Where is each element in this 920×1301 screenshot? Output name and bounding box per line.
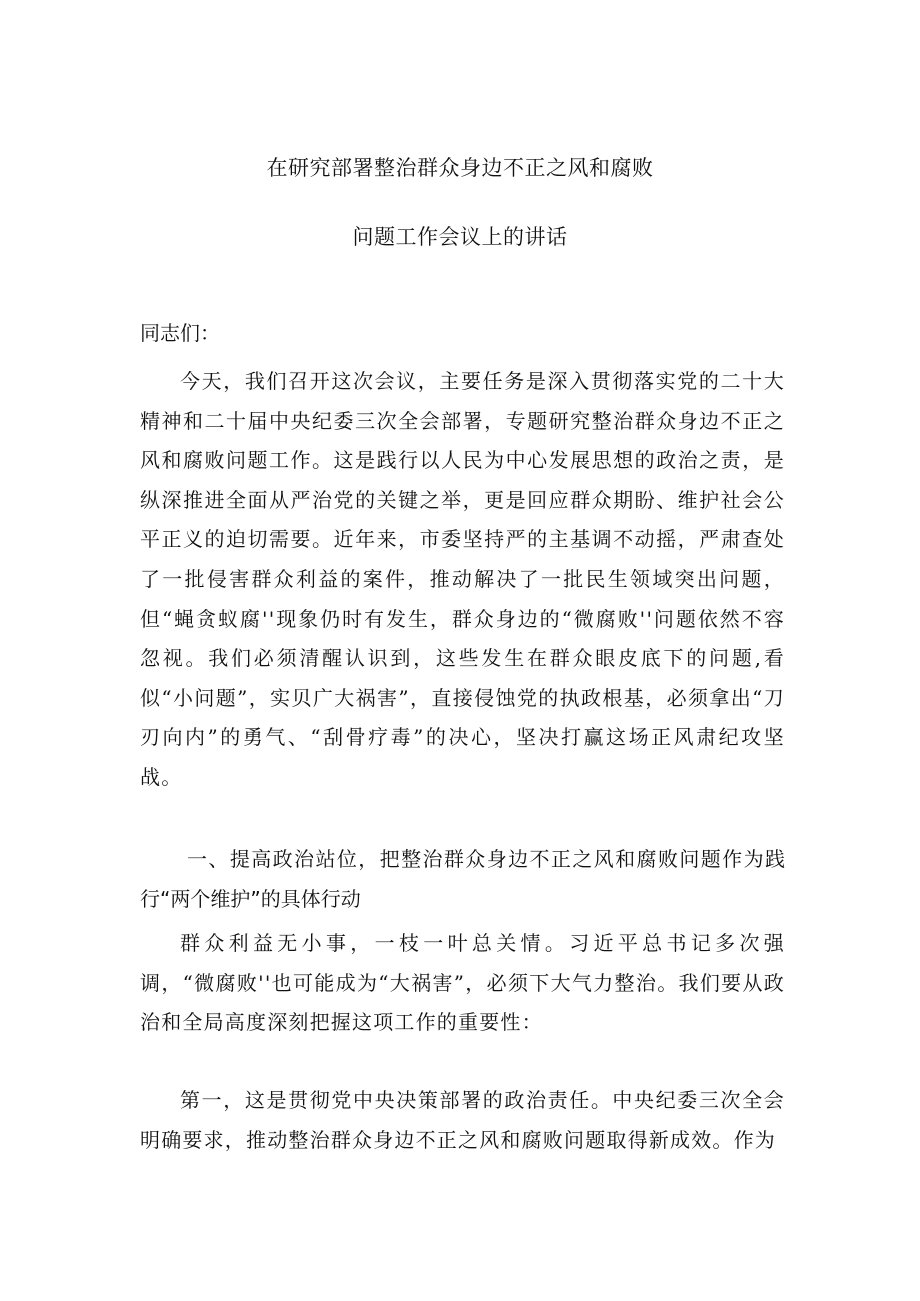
section-paragraph-1: 群众利益无小事，一枝一叶总关情。习近平总书记多次强调，“微腐败''也可能成为“大祸害”，必须下大气力整治。我们要从政治和全局高度深刻把握这项工作的重要性： [140, 931, 785, 1035]
salutation: 同志们： [140, 321, 220, 345]
section-paragraph-2: 第一，这是贯彻党中央决策部署的政治责任。中央纪委三次全会明确要求，推动整治群众身边不正之风和腐败问题取得新成效。作为 [140, 1088, 785, 1152]
opening-paragraph: 今天，我们召开这次会议，主要任务是深入贯彻落实党的二十大精神和二十届中央纪委三次全会部署，专题研究整治群众身边不正之风和腐败问题工作。这是践行以人民为中心发展思想的政治之责，是纵深推进全面从严治党的关键之举，更是回应群众期盼、维护社会公平正义的迫切需要。近年来，市委坚持严的主基调不动摇，严肃查处了一批侵害群众利益的案件，推动解决了一批民生领域突出问题，但“蝇贪蚁腐''现象仍时有发生，群众身边的“微腐败''问题依然不容忽视。我们必须清醒认识到，这些发生在群众眼皮底下的问题,看似“小问题”，实贝广大祸害”，直接侵蚀党的执政根基，必须拿出“刀刃向内”的勇气、“刮骨疗毒”的决心，坚决打赢这场正风肃纪攻坚战。 [140, 369, 785, 789]
document-title-line-1: 在研究部署整治群众身边不正之风和腐败 [266, 156, 654, 180]
document-title-line-2: 问题工作会议上的讲话 [352, 225, 568, 249]
section-heading: 一、提高政治站位，把整治群众身边不正之风和腐败问题作为践行“两个维护”的具体行动 [140, 847, 785, 911]
